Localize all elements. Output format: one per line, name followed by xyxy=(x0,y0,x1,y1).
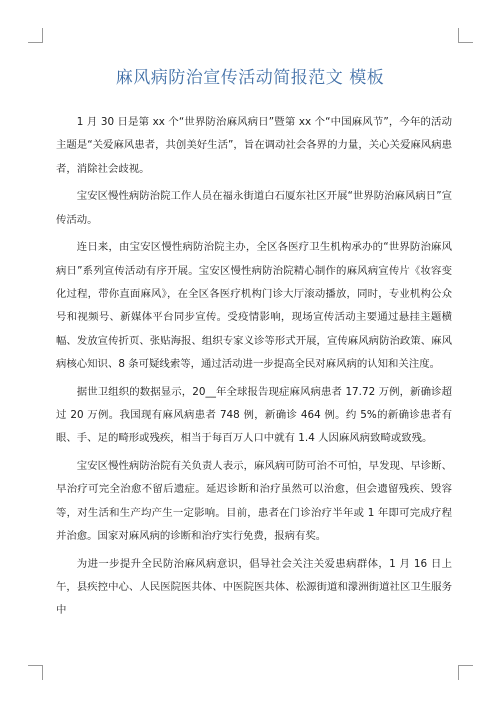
paragraph: 连日来，由宝安区慢性病防治院主办，全区各医疗卫生机构承办的“世界防治麻风病日”系列宣传活动有序开展。宝安区慢性病防治院精心制作的麻风病宣传片《妆容变化过程，带你直面麻风》，在全区各医疗机构门诊大厅滚动播放，同时，专业机构公众号和视频号、新媒体平台同步宣传。受疫情影响，现场宣传活动主要通过悬挂主题横幅、发放宣传折页、张贴海报、组织专家义诊等形式开展，宣传麻风病防治政策、麻风病核心知识、8 条可疑线索等，通过活动进一步提高全民对麻风病的认知和关注度。 xyxy=(56,241,452,370)
paragraph: 据世卫组织的数据显示，20__年全球报告现症麻风病患者 17.72 万例，新确诊超过 20 万例。我国现有麻风病患者 748 例，新确诊 464 例。约 5%的新确诊患者有眼、手、足的畸形或残疾，相当于每百万人口中就有 1.4 人因麻风病致畸或致残。 xyxy=(56,385,452,445)
paragraph: 1 月 30 日是第 xx 个“世界防治麻风病日”暨第 xx 个“中国麻风节”，今年的活动主题是“关爱麻风患者，共创美好生活”，旨在调动社会各界的力量，关心关爱麻风病患者，消除社会歧视。 xyxy=(56,116,452,175)
paragraph: 宝安区慢性病防治院工作人员在福永街道白石厦东社区开展“世界防治麻风病日”宣传活动。 xyxy=(56,190,452,226)
crop-mark-top-right xyxy=(458,28,473,43)
paragraph: 宝安区慢性病防治院有关负责人表示，麻风病可防可治不可怕，早发现、早诊断、早治疗可完全治愈不留后遗症。延迟诊断和治疗虽然可以治愈，但会遗留残疾、毁容等，对生活和生产均产生一定影响。目前，患者在门诊治疗半年或 1 年即可完成疗程并治愈。国家对麻风病的诊断和治疗实行免费，报病有奖。 xyxy=(56,460,452,543)
document-title: 麻风病防治宣传活动简报范文 模板 xyxy=(115,68,385,88)
document-body xyxy=(56,111,452,627)
crop-mark-bottom-right xyxy=(458,665,473,680)
crop-mark-top-left xyxy=(28,28,43,43)
crop-mark-bottom-left xyxy=(28,665,43,680)
paragraph: 为进一步提升全民防治麻风病意识，倡导社会关注关爱患病群体，1 月 16 日上午，县疾控中心、人民医院医共体、中医院医共体、松源街道和濛洲街道社区卫生服务中 xyxy=(56,557,452,617)
